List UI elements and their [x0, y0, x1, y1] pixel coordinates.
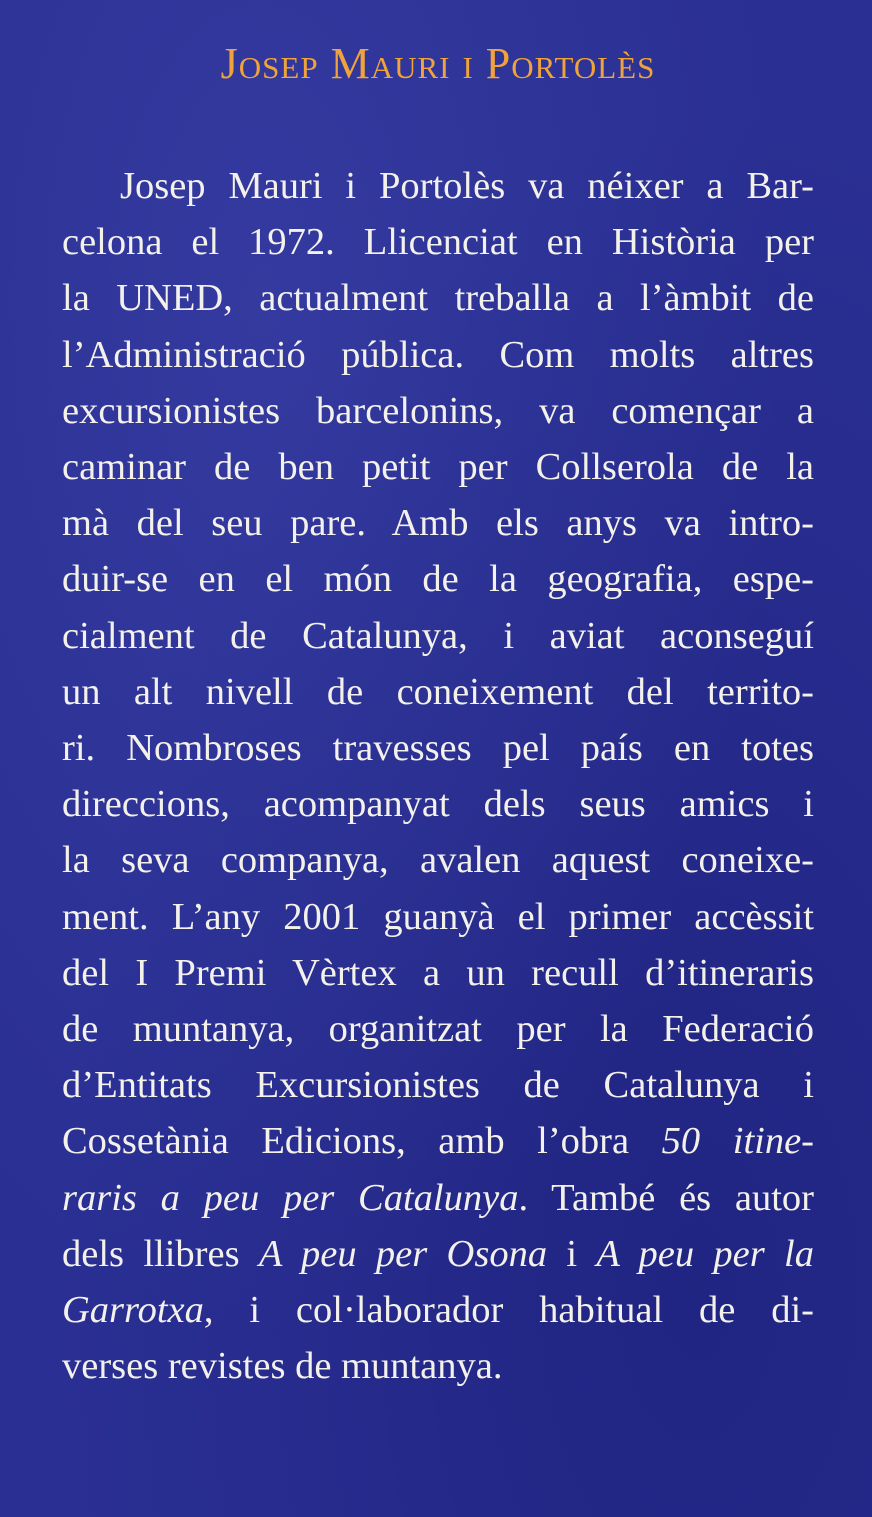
bio-line: ri. Nombroses travesses pel país en totes: [62, 727, 814, 770]
bio-line: mà del seu pare. Amb els anys va intro-: [62, 502, 814, 545]
author-biography: [62, 158, 814, 1394]
bio-line: celona el 1972. Llicenciat en Història per: [62, 221, 814, 264]
bio-line: de muntanya, organitzat per la Federació: [62, 1008, 814, 1051]
bio-line: caminar de ben petit per Collserola de la: [62, 446, 814, 489]
bio-line: l’Administració pública. Com molts altres: [62, 333, 814, 376]
bio-line: dels llibres A peu per Osona i A peu per la: [62, 1232, 814, 1275]
bio-line: verses revistes de muntanya.: [62, 1345, 503, 1388]
book-title-italic: Garrotxa: [62, 1289, 204, 1332]
book-title-italic: 50 itine-: [661, 1120, 814, 1163]
bio-line: Garrotxa, i col·laborador habitual de di-: [62, 1289, 814, 1332]
bio-line: excursionistes barcelonins, va començar a: [62, 389, 814, 432]
bio-line: cialment de Catalunya, i aviat aconseguí: [62, 614, 814, 657]
bio-line: Josep Mauri i Portolès va néixer a Bar-: [120, 165, 814, 207]
bio-line: un alt nivell de coneixement del territo-: [62, 670, 814, 713]
bio-line: la seva companya, avalen aquest coneixe-: [62, 839, 814, 882]
author-name-heading: Josep Mauri i Portolès: [220, 39, 656, 88]
bio-line: duir-se en el món de la geografia, espe-: [62, 558, 814, 601]
bio-line: la UNED, actualment treballa a l’àmbit de: [62, 277, 814, 320]
book-title-italic: A peu per la: [596, 1232, 814, 1275]
bio-line: ment. L’any 2001 guanyà el primer accèssit: [62, 895, 814, 938]
bio-line: direccions, acompanyat dels seus amics i: [62, 783, 814, 826]
bio-line: Cossetània Edicions, amb l’obra 50 itine-: [62, 1120, 814, 1163]
bio-line: raris a peu per Catalunya. També és autor: [62, 1176, 814, 1219]
book-title-italic: raris a peu per Catalunya: [62, 1176, 519, 1219]
book-title-italic: A peu per Osona: [258, 1232, 548, 1275]
bio-line: d’Entitats Excursionistes de Catalunya i: [62, 1064, 814, 1107]
bio-line: del I Premi Vèrtex a un recull d’itineraris: [62, 951, 814, 994]
